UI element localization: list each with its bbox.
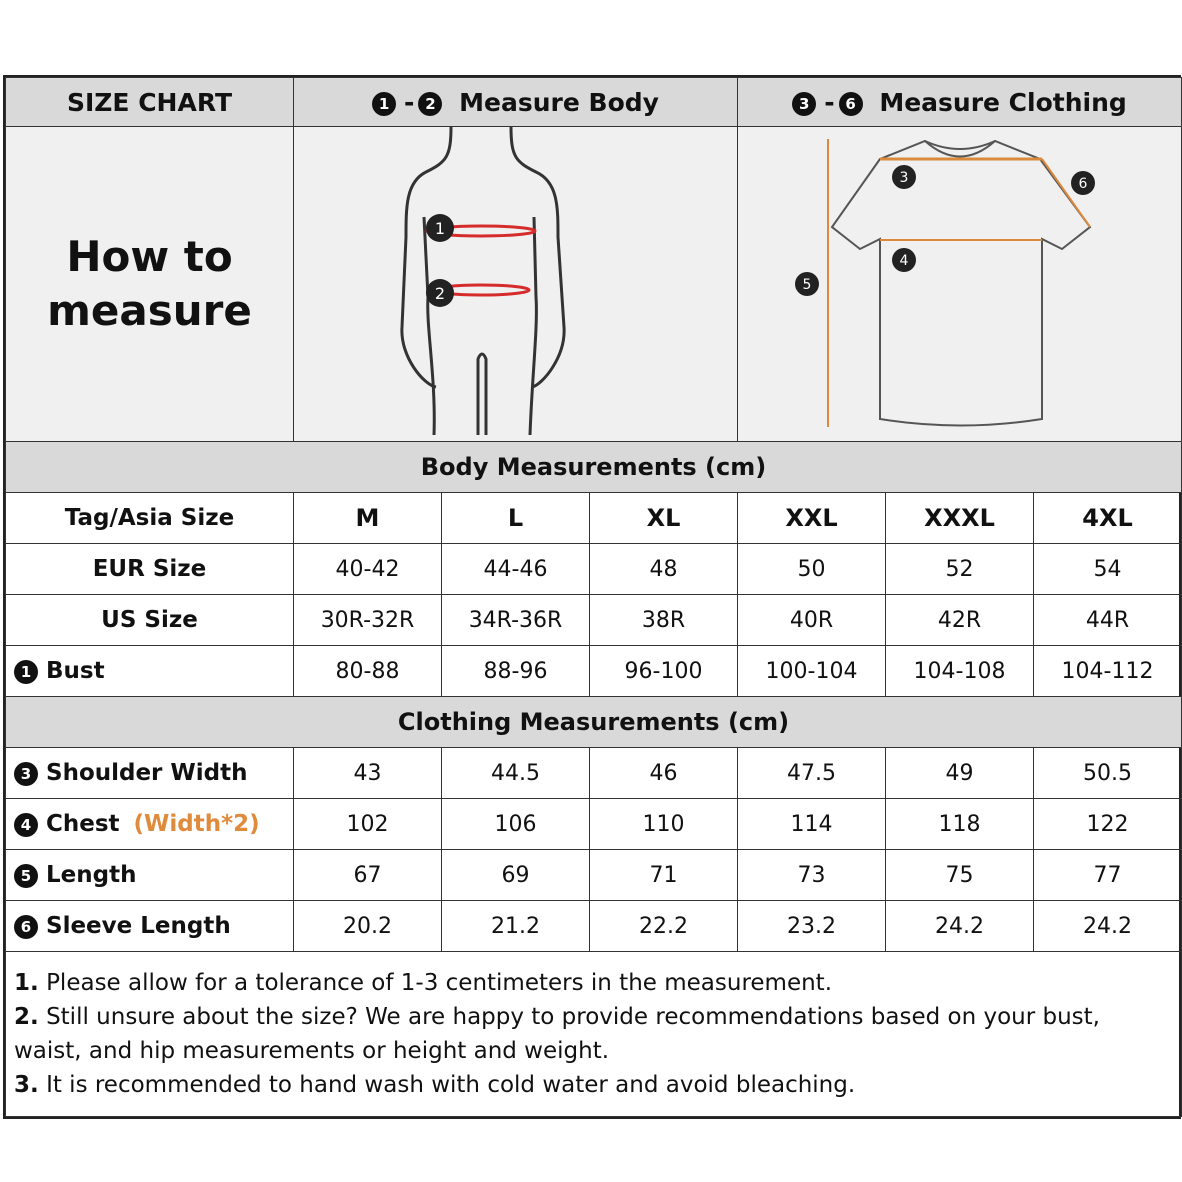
marker-icon: 3 [792, 92, 816, 116]
size-value: 106 [442, 799, 590, 850]
label-text: US Size [101, 607, 198, 633]
marker-icon: 4 [14, 813, 38, 837]
body-diagram [294, 127, 738, 442]
size-value: 104-108 [886, 646, 1034, 697]
size-value: 71 [590, 850, 738, 901]
size-value: 96-100 [590, 646, 738, 697]
label-text: Shoulder Width [46, 760, 248, 786]
tshirt-icon [740, 127, 1180, 435]
size-value: 24.2 [886, 901, 1034, 952]
size-chart-title: SIZE CHART [6, 78, 294, 127]
row-label [6, 799, 294, 850]
note-text: Still unsure about the size? We are happy to provide recommendations based on your bust, waist, and hip measurements or height and weight. [14, 1004, 1100, 1064]
note-text: Please allow for a tolerance of 1-3 centimeters in the measurement. [46, 970, 833, 996]
size-value: 77 [1034, 850, 1182, 901]
size-chart [3, 75, 1181, 1119]
marker-2: 2 [434, 284, 445, 303]
size-header: XXXL [886, 493, 1034, 544]
marker-icon: 3 [14, 762, 38, 786]
size-value: 100-104 [738, 646, 886, 697]
marker-5: 5 [802, 277, 811, 293]
row-label [6, 595, 294, 646]
size-header: XXL [738, 493, 886, 544]
size-value: 40-42 [294, 544, 442, 595]
heading-text: Measure Clothing [879, 87, 1127, 117]
table-row [6, 901, 1182, 952]
size-header: 4XL [1034, 493, 1182, 544]
label-text: Chest [46, 811, 120, 837]
table-row [6, 544, 1182, 595]
size-value: 75 [886, 850, 1034, 901]
row-label [6, 850, 294, 901]
how-line: How to [66, 232, 233, 281]
note-item [14, 1000, 1173, 1068]
size-header: XL [590, 493, 738, 544]
size-header: L [442, 493, 590, 544]
measure-body-heading: 1 - 2 Measure Body [294, 78, 738, 127]
size-value: 21.2 [442, 901, 590, 952]
table-row [6, 799, 1182, 850]
size-value: 54 [1034, 544, 1182, 595]
size-value: 110 [590, 799, 738, 850]
note-item [14, 966, 1173, 1000]
size-header: M [294, 493, 442, 544]
size-value: 67 [294, 850, 442, 901]
size-value: 44R [1034, 595, 1182, 646]
size-value: 42R [886, 595, 1034, 646]
measure-clothing-heading: 3 - 6 Measure Clothing [738, 78, 1182, 127]
size-value: 20.2 [294, 901, 442, 952]
notes [6, 952, 1182, 1117]
table-row [6, 850, 1182, 901]
size-value: 22.2 [590, 901, 738, 952]
table-row [6, 595, 1182, 646]
label-note: (Width*2) [133, 811, 260, 837]
table-row [6, 748, 1182, 799]
marker-icon: 5 [14, 864, 38, 888]
marker-icon: 6 [839, 92, 863, 116]
size-value: 50.5 [1034, 748, 1182, 799]
table-row [6, 493, 1182, 544]
marker-6: 6 [1078, 176, 1087, 192]
body-figure-icon [296, 127, 736, 435]
shirt-diagram [738, 127, 1182, 442]
table-row [6, 646, 1182, 697]
label-text: Length [46, 862, 137, 888]
row-label [6, 748, 294, 799]
size-value: 69 [442, 850, 590, 901]
size-value: 44.5 [442, 748, 590, 799]
size-value: 49 [886, 748, 1034, 799]
clothing-section-header: Clothing Measurements (cm) [6, 697, 1182, 748]
size-value: 104-112 [1034, 646, 1182, 697]
note-number: 3. [14, 1072, 39, 1098]
how-to-measure [6, 127, 294, 442]
note-item [14, 1068, 1173, 1102]
size-value: 48 [590, 544, 738, 595]
row-label [6, 544, 294, 595]
how-line: measure [47, 286, 252, 335]
label-text: Sleeve Length [46, 913, 231, 939]
row-label [6, 901, 294, 952]
size-value: 30R-32R [294, 595, 442, 646]
marker-icon: 1 [372, 92, 396, 116]
label-text: EUR Size [92, 556, 207, 582]
heading-text: Measure Body [459, 87, 659, 117]
size-value: 38R [590, 595, 738, 646]
size-value: 43 [294, 748, 442, 799]
size-value: 44-46 [442, 544, 590, 595]
size-value: 40R [738, 595, 886, 646]
marker-1: 1 [434, 219, 445, 238]
body-section-header: Body Measurements (cm) [6, 442, 1182, 493]
marker-icon: 6 [14, 915, 38, 939]
size-value: 50 [738, 544, 886, 595]
marker-icon: 2 [418, 92, 442, 116]
size-value: 80-88 [294, 646, 442, 697]
note-number: 1. [14, 970, 39, 996]
size-value: 46 [590, 748, 738, 799]
size-value: 47.5 [738, 748, 886, 799]
marker-3: 3 [899, 170, 908, 186]
size-value: 122 [1034, 799, 1182, 850]
size-value: 73 [738, 850, 886, 901]
size-value: 34R-36R [442, 595, 590, 646]
size-value: 118 [886, 799, 1034, 850]
size-value: 114 [738, 799, 886, 850]
label-text: Bust [46, 658, 105, 684]
marker-4: 4 [899, 253, 908, 269]
row-label [6, 646, 294, 697]
size-value: 52 [886, 544, 1034, 595]
marker-icon: 1 [14, 660, 38, 684]
note-text: It is recommended to hand wash with cold water and avoid bleaching. [46, 1072, 856, 1098]
size-value: 23.2 [738, 901, 886, 952]
size-value: 102 [294, 799, 442, 850]
row-label: Tag/Asia Size [6, 493, 294, 544]
size-value: 88-96 [442, 646, 590, 697]
note-number: 2. [14, 1004, 39, 1030]
size-value: 24.2 [1034, 901, 1182, 952]
